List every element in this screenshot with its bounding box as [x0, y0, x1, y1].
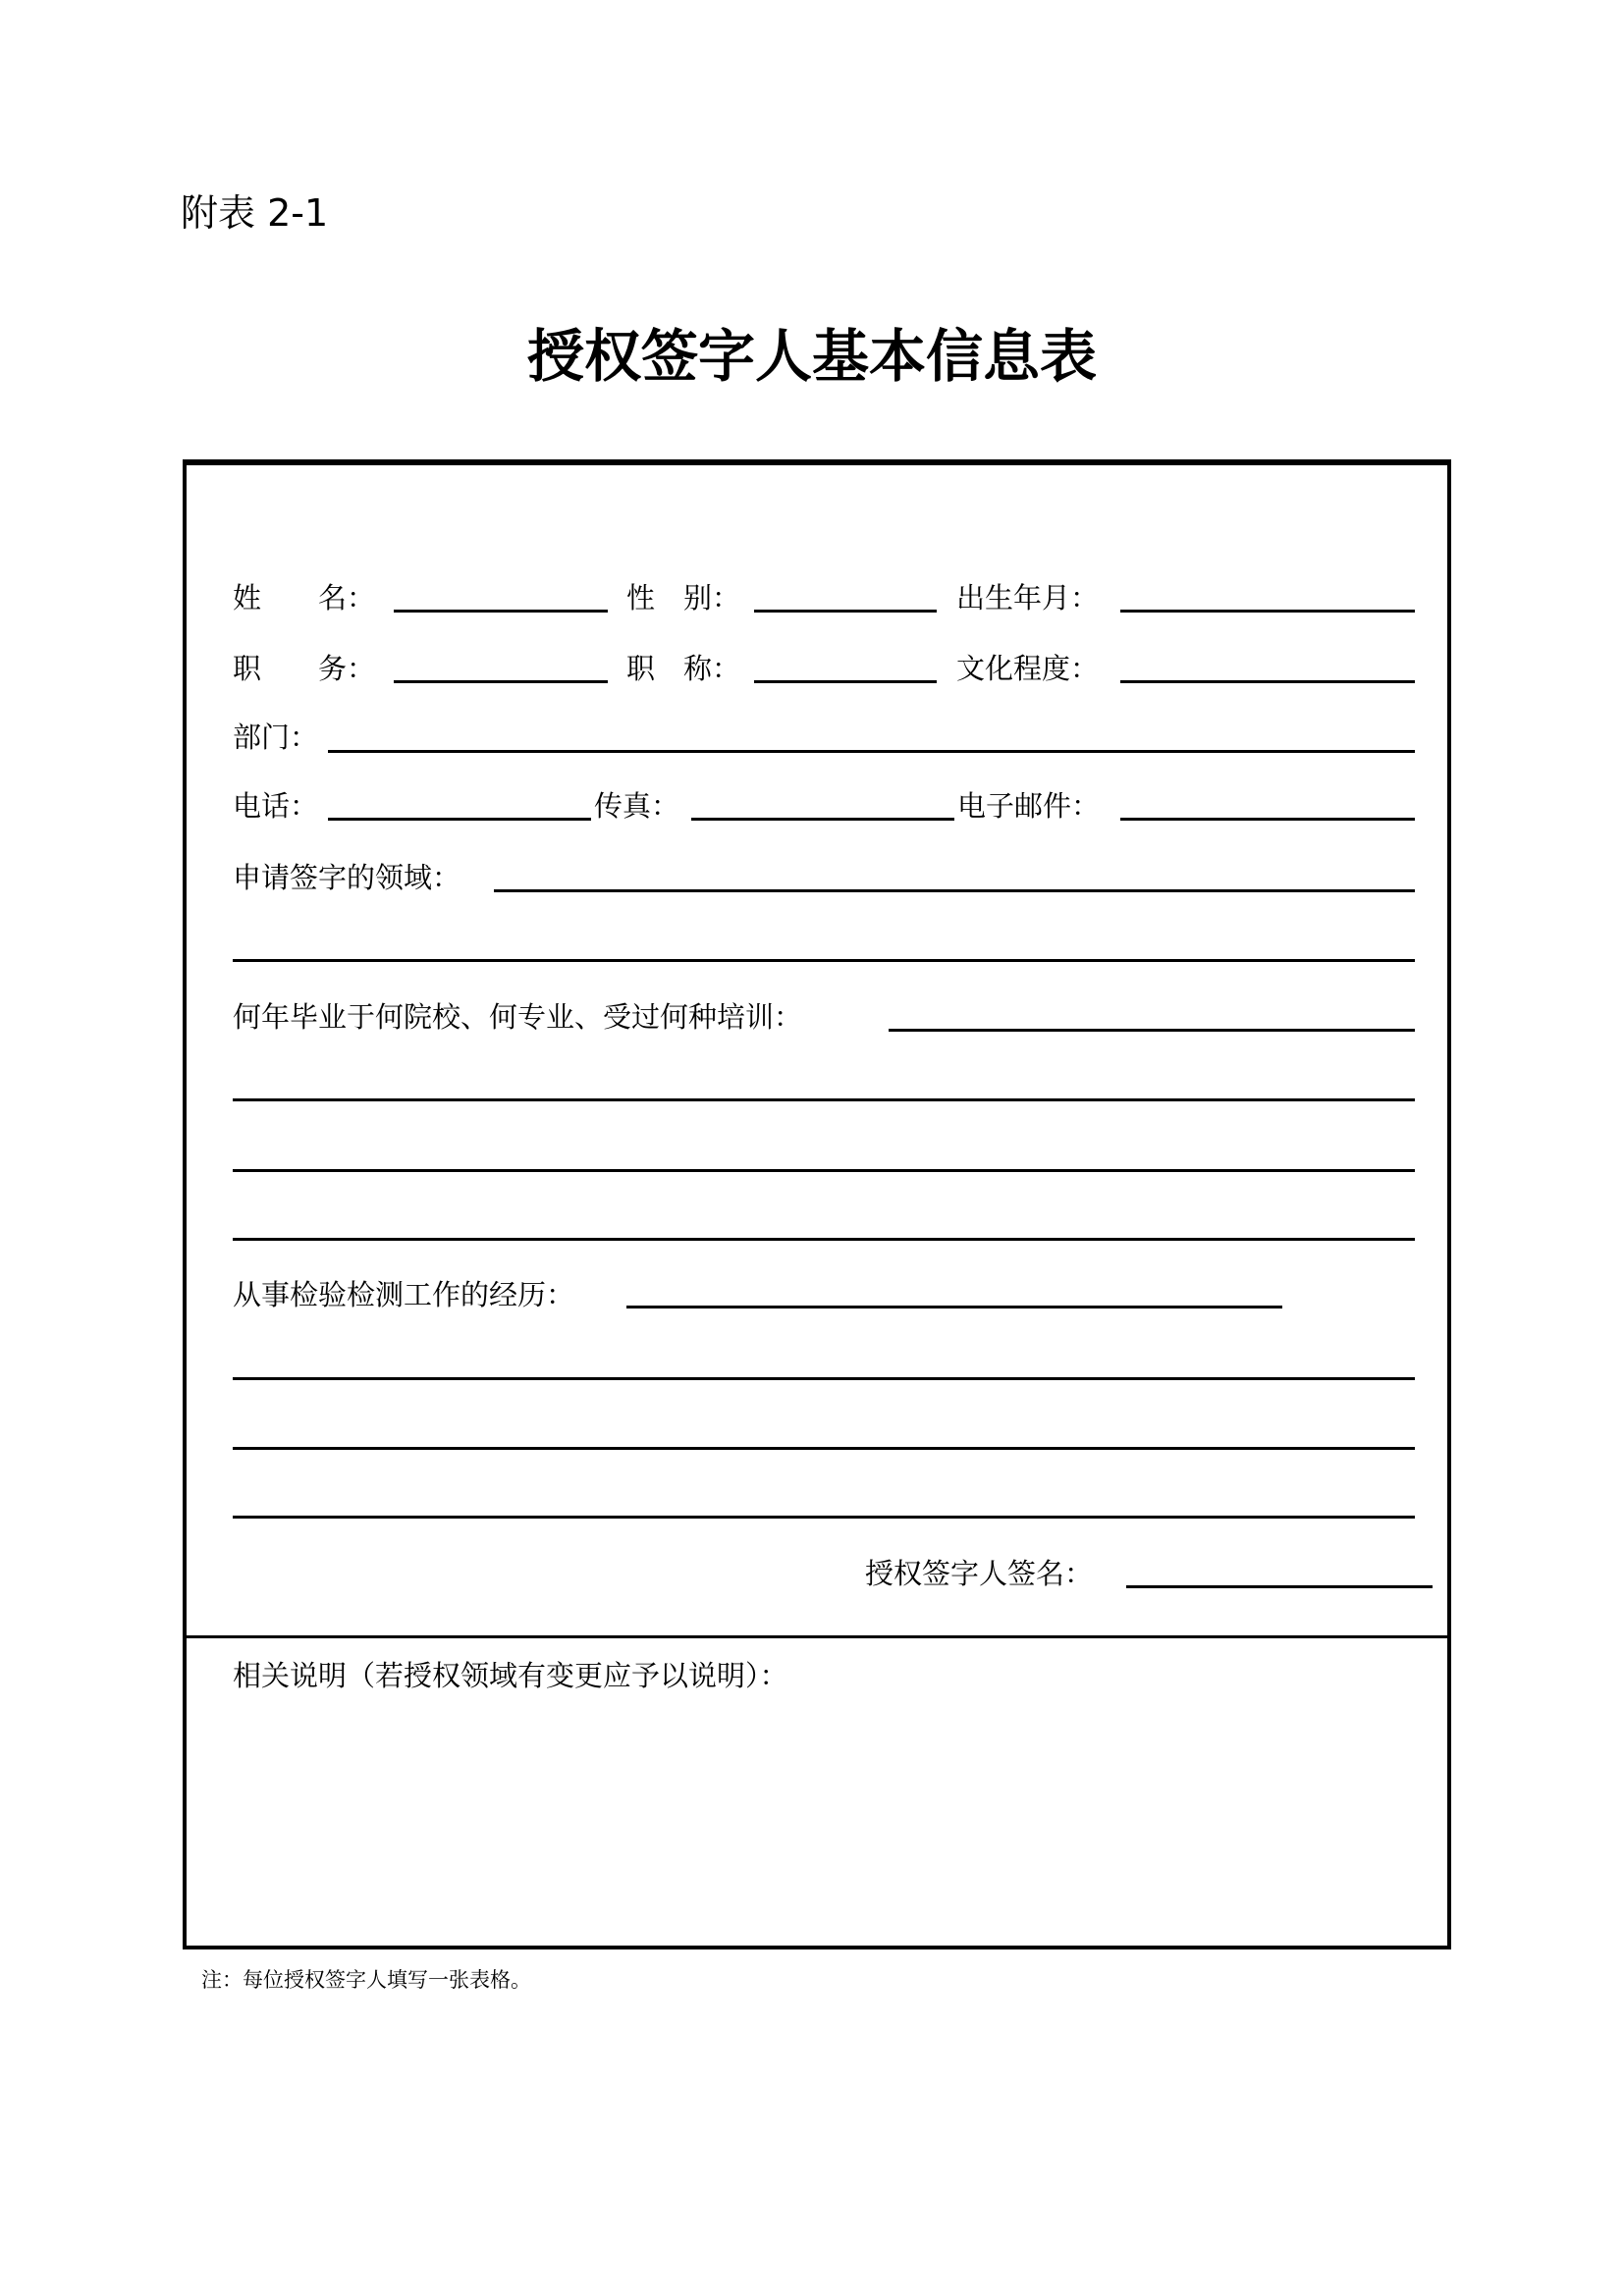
email-field[interactable] [1120, 818, 1415, 821]
gender-label: 性 别： [626, 581, 741, 614]
work-experience-line-4[interactable] [233, 1516, 1415, 1519]
education-history-line-4[interactable] [233, 1238, 1415, 1241]
education-history-input[interactable] [889, 1029, 1415, 1032]
sign-field-line-2[interactable] [233, 959, 1415, 962]
page-title: 授权签字人基本信息表 [526, 323, 1097, 390]
education-history-label: 何年毕业于何院校、何专业、受过何种培训： [233, 1000, 803, 1034]
position-field[interactable] [394, 680, 608, 683]
fax-field[interactable] [691, 818, 954, 821]
section-divider [183, 1635, 1451, 1638]
sign-field-input[interactable] [494, 889, 1415, 892]
phone-field[interactable] [328, 818, 591, 821]
name-field[interactable] [394, 610, 608, 613]
department-label: 部门： [233, 721, 319, 754]
work-experience-label: 从事检验检测工作的经历： [233, 1278, 575, 1311]
phone-label: 电话： [233, 789, 319, 823]
signature-field[interactable] [1126, 1585, 1433, 1588]
footnote: 注：每位授权签字人填写一张表格。 [201, 1968, 531, 1992]
job-title-field[interactable] [754, 680, 937, 683]
position-label: 职 务： [233, 652, 376, 685]
signature-label: 授权签字人签名： [865, 1557, 1094, 1590]
birth-field[interactable] [1120, 610, 1415, 613]
birth-label: 出生年月： [956, 581, 1100, 614]
fax-label: 传真： [594, 789, 680, 823]
education-field[interactable] [1120, 680, 1415, 683]
email-label: 电子邮件： [957, 789, 1101, 823]
notes-area[interactable] [196, 1708, 1434, 1929]
education-history-line-3[interactable] [233, 1169, 1415, 1172]
education-history-line-2[interactable] [233, 1098, 1415, 1101]
sign-field-label: 申请签字的领域： [233, 861, 461, 894]
work-experience-line-3[interactable] [233, 1447, 1415, 1450]
appendix-label: 附表 2-1 [181, 191, 329, 235]
job-title-label: 职 称： [626, 652, 741, 685]
gender-field[interactable] [754, 610, 937, 613]
work-experience-line-2[interactable] [233, 1377, 1415, 1380]
name-label: 姓 名： [233, 581, 376, 614]
work-experience-input[interactable] [626, 1306, 1282, 1308]
notes-label: 相关说明（若授权领域有变更应予以说明）： [233, 1659, 788, 1692]
education-label: 文化程度： [956, 652, 1100, 685]
department-field[interactable] [328, 750, 1415, 753]
